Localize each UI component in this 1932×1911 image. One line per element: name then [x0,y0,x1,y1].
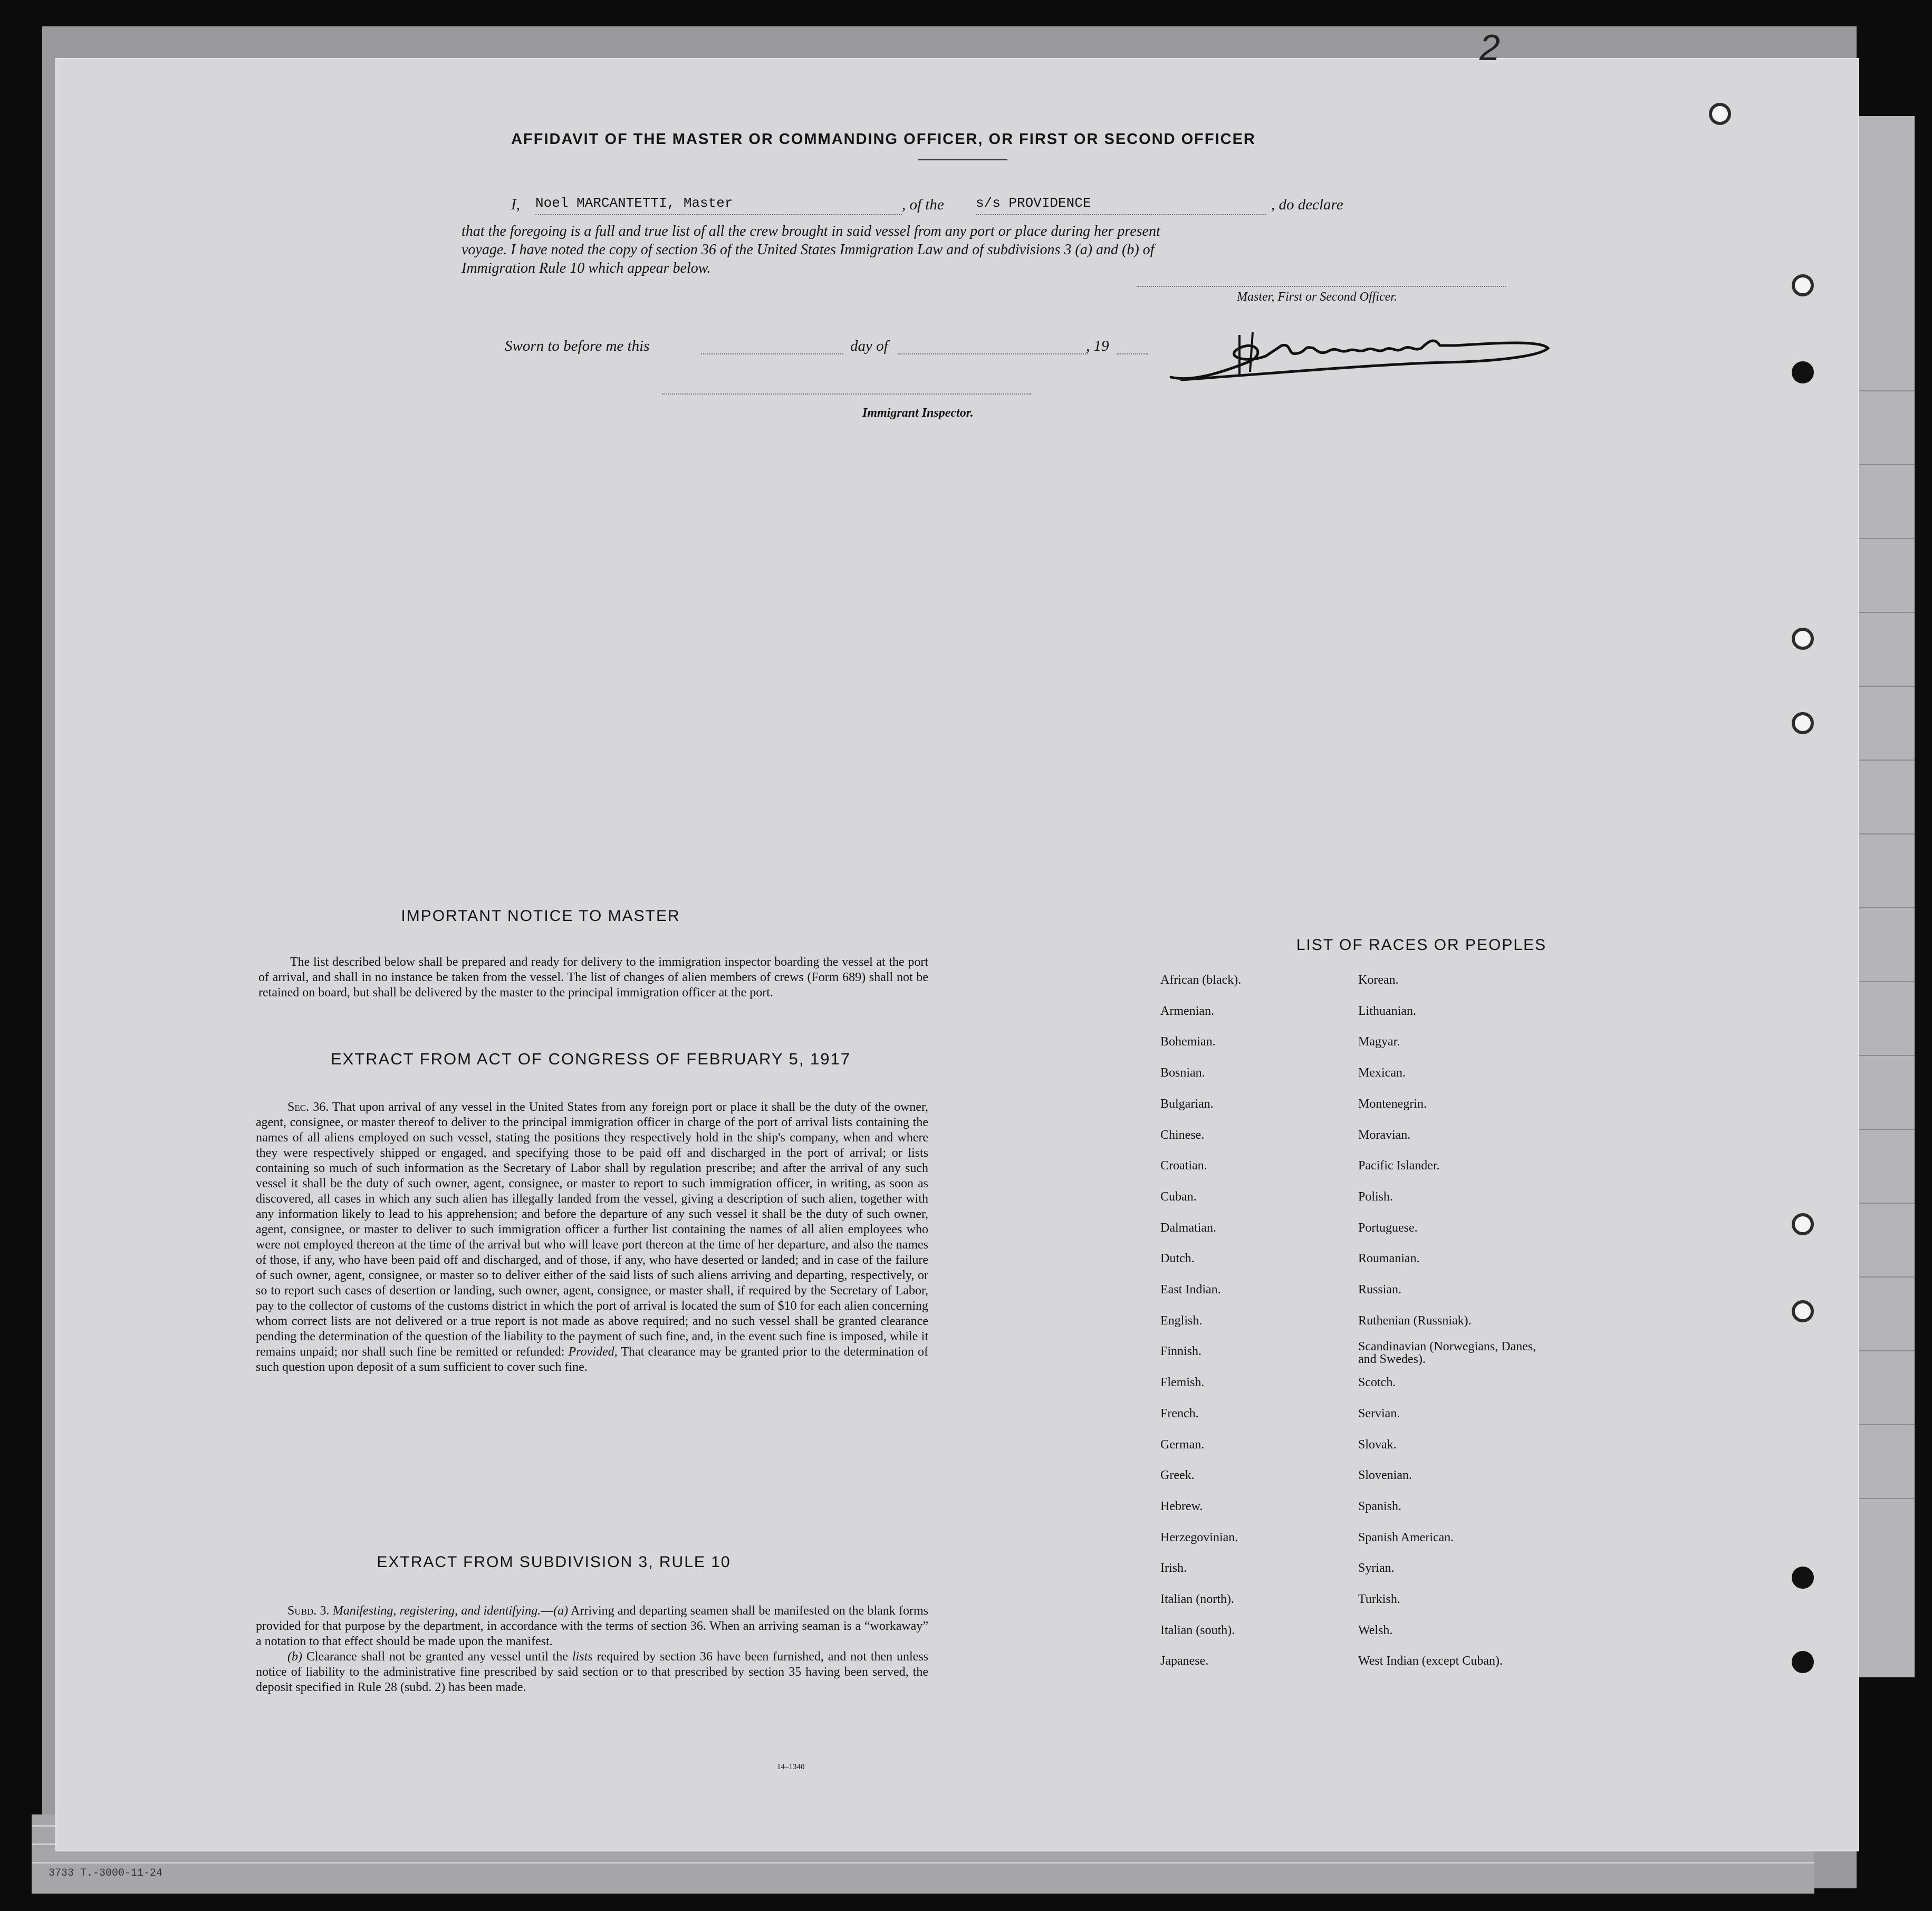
form-stub-text: 3733 T.-3000-11-24 [49,1867,163,1879]
sworn-line [505,338,1243,359]
race-item: Ruthenian (Russniak). [1358,1314,1472,1328]
race-item: Syrian. [1358,1561,1395,1575]
punch-hole [1792,1651,1814,1673]
act-text-end: That clearance may be granted prior to the determination of such question upon deposit of a sum sufficient to cover such fine. [256,1345,929,1374]
race-item: Servian. [1358,1407,1400,1420]
race-item: Korean. [1358,973,1399,987]
race-item: Magyar. [1358,1035,1400,1049]
race-item: Bosnian. [1160,1066,1205,1080]
race-item: Italian (north). [1160,1592,1234,1606]
subd-b-lists: lists [572,1650,593,1664]
race-item: Montenegrin. [1358,1097,1427,1111]
race-item: Flemish. [1160,1376,1205,1389]
race-item: Irish. [1160,1561,1187,1575]
race-item: Bohemian. [1160,1035,1216,1049]
punch-hole [1792,1567,1814,1589]
sworn-label: Sworn to before me this [505,338,650,354]
act-title: EXTRACT FROM ACT OF CONGRESS OF FEBRUARY 5, 1917 [330,1050,851,1068]
race-item: Polish. [1358,1190,1393,1204]
do-declare-label: , do declare [1271,196,1343,213]
race-item: Dalmatian. [1160,1221,1216,1235]
punch-hole [1792,274,1814,296]
race-item: Lithuanian. [1358,1004,1416,1018]
punch-hole [1792,361,1814,383]
vessel-name-field: s/s PROVIDENCE [976,195,1091,211]
punch-hole [1792,628,1814,650]
races-list [1160,973,1635,1764]
sec-label: Sec. 36. [287,1100,329,1114]
race-item: Cuban. [1160,1190,1197,1204]
race-item: Italian (south). [1160,1624,1235,1637]
rule-title: EXTRACT FROM SUBDIVISION 3, RULE 10 [377,1553,731,1571]
affidavit-line-3: voyage. I have noted the copy of section 36 of the United States Immigration Law and of subdivisions 3 (a) and (b) of [462,242,1155,258]
punch-hole [1709,103,1731,125]
year-label: , 19 [1086,338,1109,354]
subd-label: Subd. 3. [287,1604,330,1618]
race-item: Slovenian. [1358,1468,1412,1482]
subd-b-text-1: Clearance shall not be granted any vessel until the [306,1650,569,1664]
punch-hole [1792,1300,1814,1322]
affidavit-line-4: Immigration Rule 10 which appear below. [462,260,711,276]
signature-line [1137,286,1506,287]
master-name-field: Noel MARCANTETTI, Master [535,195,733,211]
race-item: German. [1160,1438,1205,1452]
race-item: Mexican. [1358,1066,1406,1080]
race-item: Hebrew. [1160,1500,1203,1513]
race-item: English. [1160,1314,1203,1328]
races-title: LIST OF RACES OR PEOPLES [1296,936,1547,954]
race-item: Spanish American. [1358,1531,1454,1544]
notice-body [258,955,928,1001]
race-item: Slovak. [1358,1438,1397,1452]
day-of-label: day of [850,338,888,354]
race-item: Scandinavian (Norwegians, Danes, and Swedes). [1358,1340,1536,1366]
notice-text: The list described below shall be prepared and ready for delivery to the immigration inspector boarding the vessel at the port of arrival, and shall in no instance be taken from the vessel. The list of changes of alien members of crews (Form 689) shall not be retained on board, but shall be delivered by the master to the principal immigration officer at the port. [258,955,928,1000]
race-item: Chinese. [1160,1128,1205,1142]
punch-hole [1792,1213,1814,1235]
subd-b-label: (b) [287,1650,302,1664]
inspector-caption: Immigrant Inspector. [862,406,974,420]
race-item: Portuguese. [1358,1221,1418,1235]
race-item: Moravian. [1358,1128,1411,1142]
race-item: Japanese. [1160,1654,1209,1668]
race-item: Greek. [1160,1468,1195,1482]
title-rule [918,159,1007,160]
rule-body: Subd. 3. Manifesting, registering, and identifying.—(a) Arriving and departing seamen shall be manifested on the blank forms provided for that purpose by the department, in accordance with the terms of section 36. When an arriving seaman is a “workaway” a notation to that effect should be made upon the manifest. (b) Clearance shall not be granted any vessel until the lists required by section 36 have been furnished, and not then unless notice of liability to the administrative fine prescribed by said section or to that prescribed by section 35 having been served, the deposit specified in Rule 28 (subd. 2) has been made. [256,1604,929,1694]
race-item: Dutch. [1160,1252,1195,1265]
inspector-signature-line [662,393,1031,395]
act-body [256,1100,928,1375]
act-text: That upon arrival of any vessel in the United States from any foreign port or place it shall be the duty of the owner, agent, consignee, or master thereof to deliver to the principal immigration officer in charge of the port of arrival lists containing the names of all aliens employed on such vessel, stating the positions they respectively hold in the ship's company, when and where they were respectively shipped or engaged, and specifying those to be paid off and discharged in the port of arrival; or lists containing so much of such information as the Secretary of Labor shall by regulation prescribe; and after the arrival of any such vessel it shall be the duty of such owner, agent, consignee, or master to report to such immigration officer, in writing, as soon as discovered, all cases in which any such alien has illegally landed from the vessel, giving a description of such alien, together with any information likely to lead to his apprehension; and before the departure of any such vessel it shall be the duty of such owner, agent, consignee, or master to deliver to such immigration officer a further list containing the names of all alien employees who were not employed thereon at the time of the arrival but who will leave port thereon at the time of her departure, and also the names of those, if any, who have been paid off and discharged, and of those, if any, who have deserted or landed; and in case of the failure of such owner, agent, consignee, or master so to deliver either of the said lists of such aliens arriving and departing, respectively, or so to report such cases of desertion or landing, such owner, agent, consignee, or master shall, if required by the Secretary of Labor, pay to the collector of customs of the customs district in which the port of arrival is located the sum of $10 for each alien concerning whom correct lists are not delivered or a true report is not made as above required; and no such vessel shall be granted clearance pending the determination of the question of the liability to the payment of such fine, and, in the event such fine is imposed, while it remains unpaid; nor shall such fine be remitted or refunded: [256,1100,928,1359]
subd-heading: Manifesting, registering, and identifying. [332,1604,541,1618]
affidavit-title: AFFIDAVIT OF THE MASTER OR COMMANDING OFFICER, OR FIRST OR SECOND OFFICER [511,131,1256,148]
race-item: African (black). [1160,973,1242,987]
subd-a-label: (a) [553,1604,569,1618]
race-item: French. [1160,1407,1199,1420]
race-item: Spanish. [1358,1500,1402,1513]
race-item: East Indian. [1160,1283,1221,1297]
race-item: Bulgarian. [1160,1097,1214,1111]
race-item: West Indian (except Cuban). [1358,1654,1503,1668]
race-item: Armenian. [1160,1004,1214,1018]
race-item: Pacific Islander. [1358,1159,1440,1173]
provided-label: Provided, [568,1345,618,1359]
affidavit-i: I, [511,196,520,213]
subd-b-text-2: required by section 36 have been furnished, and not then unless notice of liability to the administrative fine prescribed by said section or to that prescribed by section 35 having been served, the deposit specified in Rule 28 (subd. 2) has been made. [256,1650,929,1694]
manifest-page [55,27,1859,1851]
signature-caption: Master, First or Second Officer. [1237,290,1397,304]
form-code: 14–1340 [777,1763,805,1771]
race-item: Turkish. [1358,1592,1400,1606]
master-signature [1160,324,1561,388]
race-item: Scotch. [1358,1376,1396,1389]
sheet-number: 2 [1479,27,1500,68]
race-item: Roumanian. [1358,1252,1420,1265]
affidavit-line-2: that the foregoing is a full and true list of all the crew brought in said vessel from any port or place during her present [462,223,1160,239]
race-item: Herzegovinian. [1160,1531,1238,1544]
affidavit-line-1 [456,196,1537,217]
race-item: Finnish. [1160,1345,1202,1358]
notice-title: IMPORTANT NOTICE TO MASTER [401,907,680,925]
race-item: Welsh. [1358,1624,1393,1637]
race-item: Croatian. [1160,1159,1207,1173]
subd-a-text: Arriving and departing seamen shall be manifested on the blank forms provided for that purpose by the department, in accordance with the terms of section 36. When an arriving seaman is a “workaway” a notation to that effect should be made upon the manifest. [256,1604,929,1648]
race-item: Russian. [1358,1283,1402,1297]
of-the-label: , of the [902,196,944,213]
punch-hole [1792,712,1814,734]
